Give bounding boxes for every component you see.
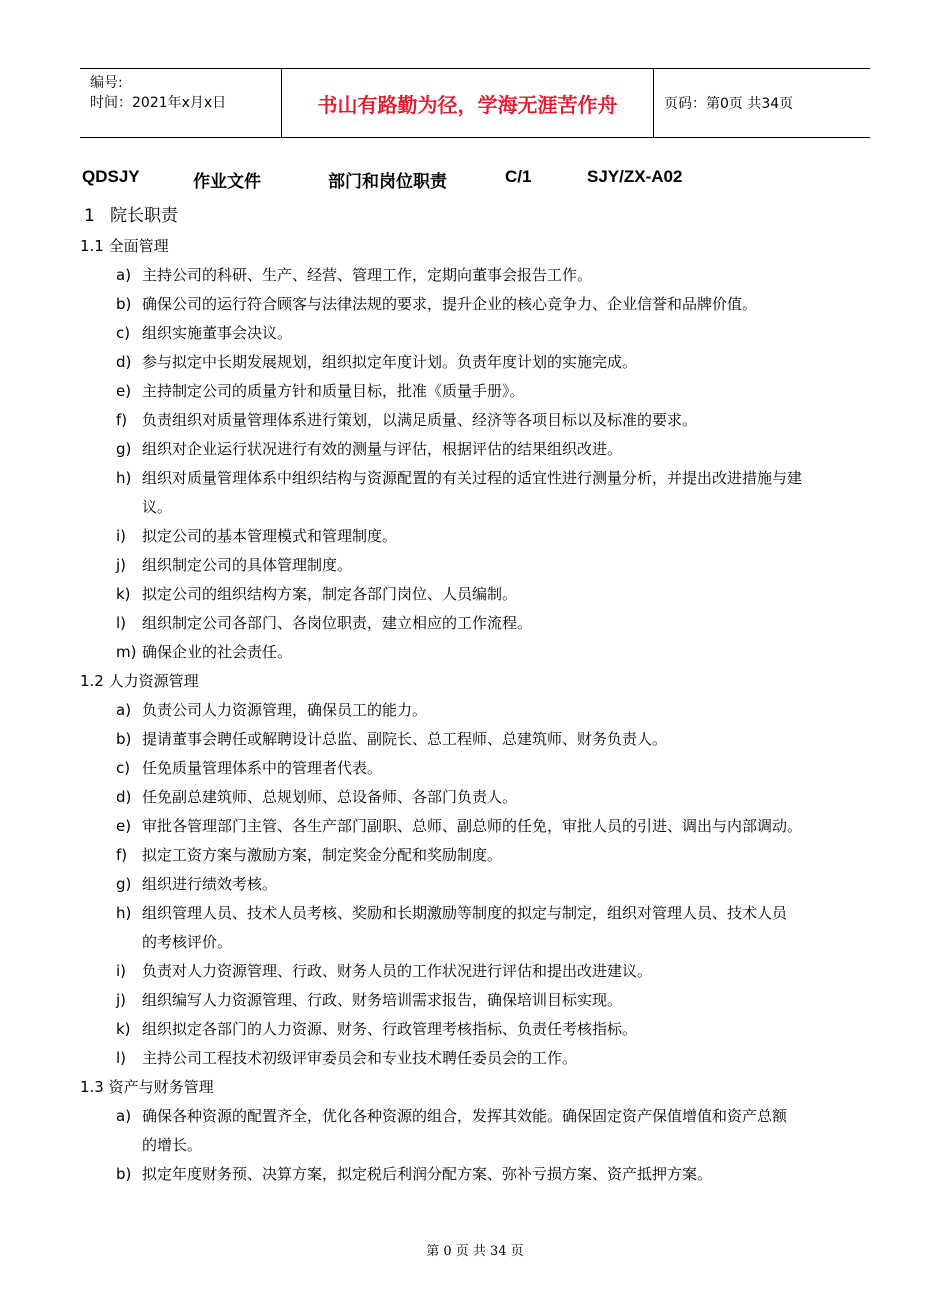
item-label: b) [116, 295, 132, 313]
item-label: l) [116, 614, 127, 632]
section-number: 1 [84, 206, 95, 226]
item-text: 任免副总建筑师、总规划师、总设备师、各部门负责人。 [142, 788, 518, 806]
item-label: j) [116, 556, 127, 574]
list-item [80, 841, 870, 870]
item-label: d) [116, 788, 132, 806]
item-label: g) [116, 875, 132, 893]
item-text-continued: 的考核评价。 [142, 933, 233, 951]
item-text: 主持制定公司的质量方针和质量目标，批准《质量手册》。 [142, 382, 525, 400]
list-item [80, 1015, 870, 1044]
time-label: 时间：2021年x月x日 [90, 95, 227, 111]
item-label: h) [116, 469, 132, 487]
item-text: 参与拟定中长期发展规划，组织拟定年度计划。负责年度计划的实施完成。 [142, 353, 638, 371]
item-label: m) [116, 643, 137, 661]
code-label: 编号: [90, 75, 123, 91]
list-item [80, 580, 870, 609]
item-text: 组织实施董事会决议。 [142, 324, 293, 342]
item-text: 组织制定公司的具体管理制度。 [142, 556, 353, 574]
item-text: 提请董事会聘任或解聘设计总监、副院长、总工程师、总建筑师、财务负责人。 [142, 730, 668, 748]
item-text: 组织进行绩效考核。 [142, 875, 278, 893]
item-text: 审批各管理部门主管、各生产部门副职、总师、副总师的任免，审批人员的引进、调出与内部调动。 [142, 817, 803, 835]
page-footer: 第 0 页 共 34 页 [426, 1244, 524, 1259]
item-text: 主持公司工程技术初级评审委员会和专业技术聘任委员会的工作。 [142, 1049, 578, 1067]
subsection-heading: 1.3 资产与财务管理 [80, 1078, 214, 1096]
item-text: 组织管理人员、技术人员考核、奖励和长期激励等制度的拟定与制定，组织对管理人员、技术人员 [142, 904, 788, 922]
list-item [80, 319, 870, 348]
list-item [80, 348, 870, 377]
item-label: g) [116, 440, 132, 458]
item-text: 拟定年度财务预、决算方案，拟定税后利润分配方案、弥补亏损方案、资产抵押方案。 [142, 1165, 713, 1183]
item-text: 组织编写人力资源管理、行政、财务培训需求报告，确保培训目标实现。 [142, 991, 623, 1009]
item-text: 拟定工资方案与激励方案，制定奖金分配和奖励制度。 [142, 846, 503, 864]
list-item [80, 870, 870, 899]
list-item [80, 638, 870, 667]
item-label: b) [116, 1165, 132, 1183]
doc-info-bar [82, 167, 782, 191]
item-text-continued: 的增长。 [142, 1136, 203, 1154]
item-text: 主持公司的科研、生产、经营、管理工作，定期向董事会报告工作。 [142, 266, 593, 284]
item-text: 负责组织对质量管理体系进行策划，以满足质量、经济等各项目标以及标准的要求。 [142, 411, 698, 429]
item-label: i) [116, 962, 127, 980]
doc-version: C/1 [505, 167, 532, 186]
item-label: c) [116, 759, 131, 777]
item-label: f) [116, 846, 128, 864]
item-text: 确保企业的社会责任。 [142, 643, 293, 661]
item-text: 负责对人力资源管理、行政、财务人员的工作状况进行评估和提出改进建议。 [142, 962, 653, 980]
list-item [80, 261, 870, 290]
item-label: f) [116, 411, 128, 429]
page-label: 页码：第0页 共34页 [664, 96, 794, 112]
list-item [80, 986, 870, 1015]
item-label: c) [116, 324, 131, 342]
doc-type: 作业文件 [193, 172, 261, 191]
subsection-heading: 1.1 全面管理 [80, 237, 169, 255]
list-item [80, 812, 870, 841]
item-label: d) [116, 353, 132, 371]
list-item [80, 754, 870, 783]
header-table [80, 68, 870, 138]
item-label: b) [116, 730, 132, 748]
item-text: 组织拟定各部门的人力资源、财务、行政管理考核指标、负责任考核指标。 [142, 1020, 638, 1038]
item-label: h) [116, 904, 132, 922]
item-label: k) [116, 585, 131, 603]
motto: 书山有路勤为径，学海无涯苦作舟 [282, 69, 654, 137]
document-body [80, 200, 870, 1189]
list-item [80, 435, 870, 464]
doc-title: 部门和岗位职责 [328, 172, 447, 191]
list-item [80, 1102, 870, 1160]
list-item [80, 377, 870, 406]
list-item [80, 1160, 870, 1189]
item-text: 组织制定公司各部门、各岗位职责，建立相应的工作流程。 [142, 614, 533, 632]
list-item [80, 406, 870, 435]
list-item [80, 522, 870, 551]
list-item [80, 464, 870, 522]
doc-company: QDSJY [82, 167, 140, 186]
item-label: k) [116, 1020, 131, 1038]
item-text: 确保公司的运行符合顾客与法律法规的要求，提升企业的核心竞争力、企业信誉和品牌价值。 [142, 295, 758, 313]
item-label: a) [116, 266, 132, 284]
item-text: 组织对质量管理体系中组织结构与资源配置的有关过程的适宜性进行测量分析，并提出改进措施与建 [142, 469, 803, 487]
section-heading [80, 200, 870, 232]
item-text: 拟定公司的组织结构方案，制定各部门岗位、人员编制。 [142, 585, 518, 603]
item-text-continued: 议。 [142, 498, 173, 516]
item-text: 负责公司人力资源管理，确保员工的能力。 [142, 701, 428, 719]
subsection-heading: 1.2 人力资源管理 [80, 672, 199, 690]
doc-code: SJY/ZX-A02 [587, 167, 683, 186]
list-item [80, 725, 870, 754]
item-text: 组织对企业运行状况进行有效的测量与评估，根据评估的结果组织改进。 [142, 440, 623, 458]
list-item [80, 696, 870, 725]
item-label: l) [116, 1049, 127, 1067]
item-text: 任免质量管理体系中的管理者代表。 [142, 759, 383, 777]
item-label: e) [116, 817, 132, 835]
list-item [80, 899, 870, 957]
list-item [80, 1044, 870, 1073]
list-item [80, 290, 870, 319]
item-label: a) [116, 1107, 132, 1125]
list-item [80, 551, 870, 580]
list-item [80, 609, 870, 638]
subsections [80, 232, 870, 1189]
section-title: 院长职责 [110, 206, 178, 226]
item-label: e) [116, 382, 132, 400]
header-meta-cell [80, 69, 282, 137]
item-label: i) [116, 527, 127, 545]
item-text: 确保各种资源的配置齐全，优化各种资源的组合，发挥其效能。确保固定资产保值增值和资产总额 [142, 1107, 788, 1125]
item-text: 拟定公司的基本管理模式和管理制度。 [142, 527, 398, 545]
list-item [80, 957, 870, 986]
list-item [80, 783, 870, 812]
item-label: j) [116, 991, 127, 1009]
item-label: a) [116, 701, 132, 719]
